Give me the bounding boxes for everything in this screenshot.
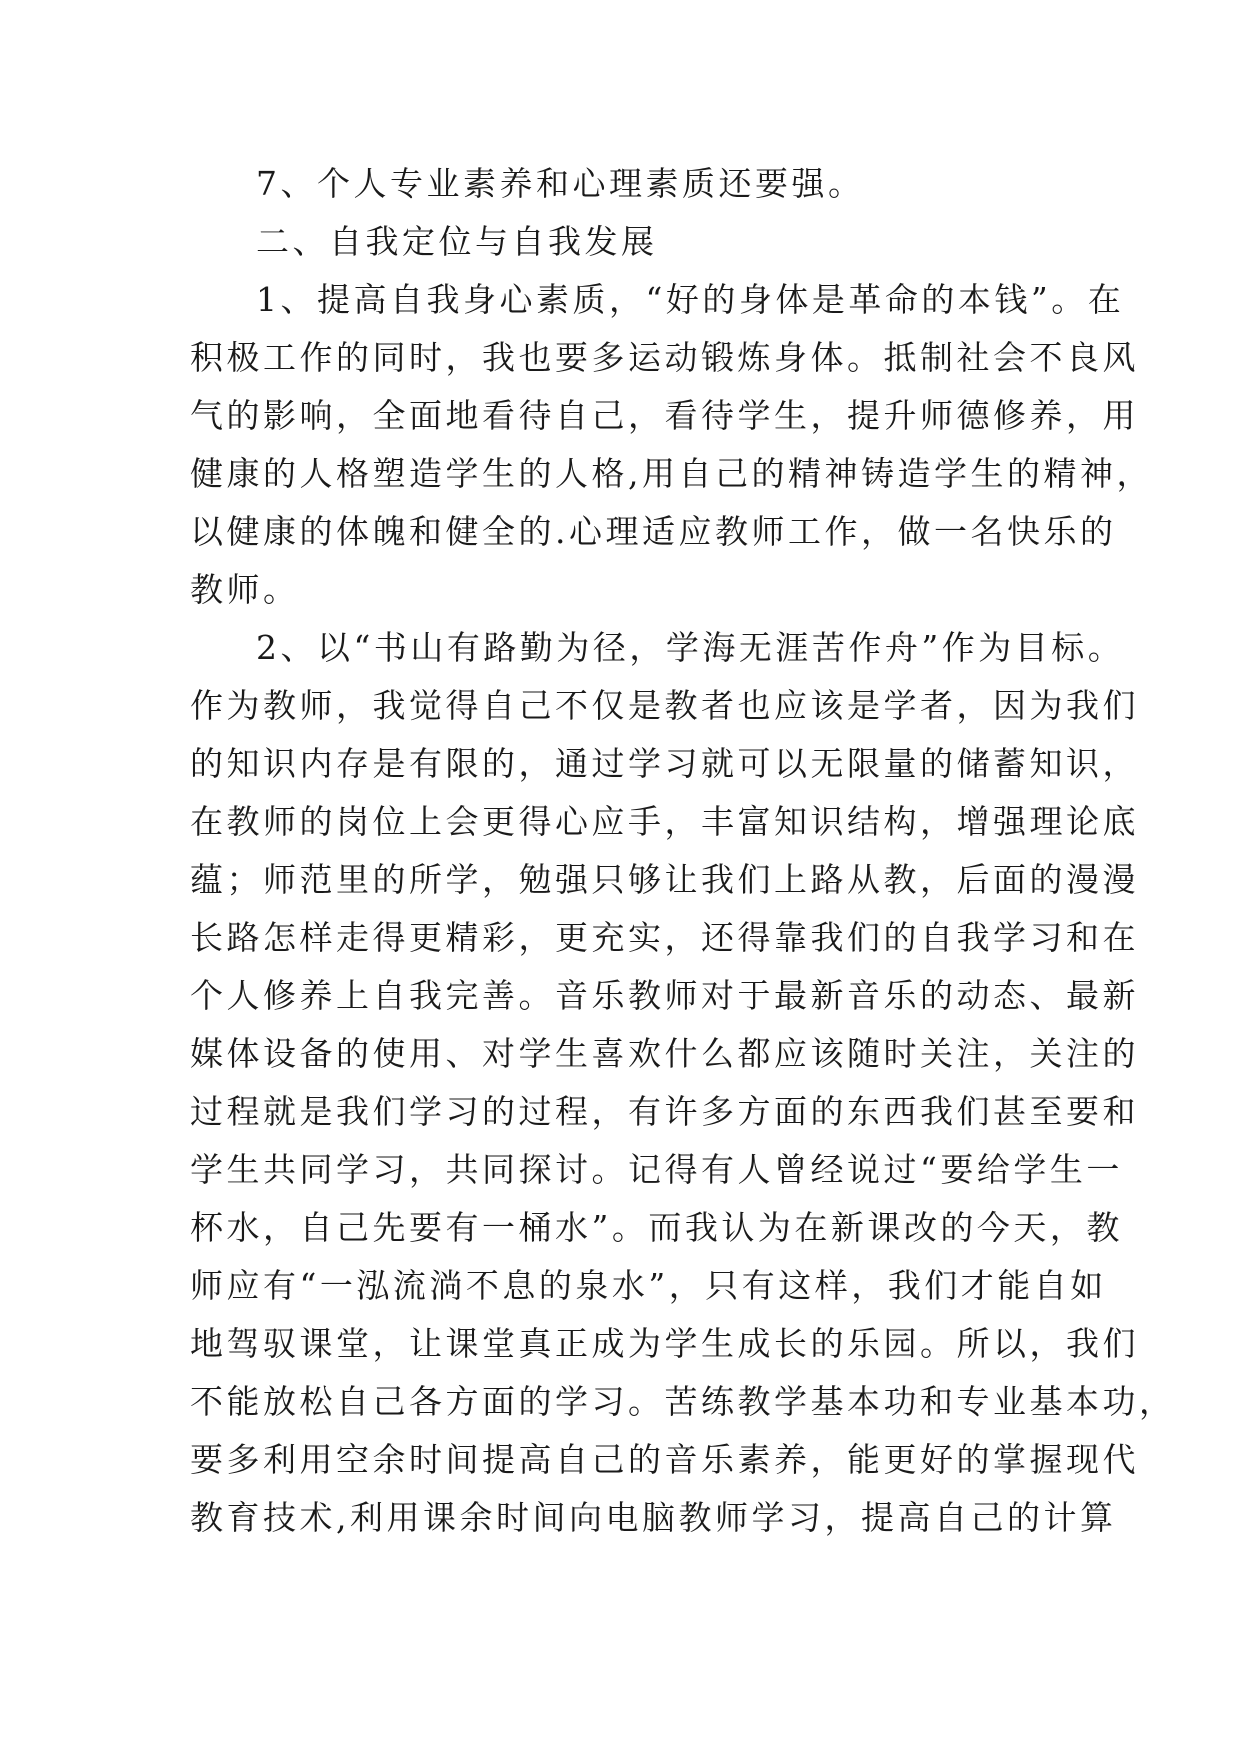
- text-line: 地驾驭课堂，让课堂真正成为学生成长的乐园。所以，我们: [190, 1324, 1139, 1363]
- text-line: 7、个人专业素养和心理素质还要强。: [256, 164, 865, 203]
- text-line: 蕴；师范里的所学，勉强只够让我们上路从教，后面的漫漫: [190, 860, 1139, 899]
- text-line: 杯水，自己先要有一桶水”。而我认为在新课改的今天，教: [190, 1208, 1123, 1247]
- text-line: 长路怎样走得更精彩，更充实，还得靠我们的自我学习和在: [190, 918, 1139, 957]
- text-line: 学生共同学习，共同探讨。记得有人曾经说过“要给学生一: [190, 1150, 1123, 1189]
- text-line: 积极工作的同时，我也要多运动锻炼身体。抵制社会不良风: [190, 338, 1139, 377]
- text-line: 教育技术,利用课余时间向电脑教师学习，提高自己的计算: [190, 1498, 1117, 1537]
- text-line: 1、提高自我身心素质，“好的身体是革命的本钱”。在: [256, 280, 1125, 319]
- text-line: 不能放松自己各方面的学习。苦练教学基本功和专业基本功，: [190, 1382, 1176, 1421]
- text-line: 教师。: [190, 570, 300, 609]
- text-line: 在教师的岗位上会更得心应手，丰富知识结构，增强理论底: [190, 802, 1139, 841]
- text-line: 过程就是我们学习的过程，有许多方面的东西我们甚至要和: [190, 1092, 1139, 1131]
- text-line: 媒体设备的使用、对学生喜欢什么都应该随时关注，关注的: [190, 1034, 1139, 1073]
- document-body: [190, 155, 1176, 1547]
- text-line: 2、以“书山有路勤为径，学海无涯苦作舟”作为目标。: [256, 628, 1125, 667]
- text-line: 作为教师，我觉得自己不仅是教者也应该是学者，因为我们: [190, 686, 1139, 725]
- text-line: 以健康的体魄和健全的.心理适应教师工作，做一名快乐的: [190, 512, 1117, 551]
- text-line: 气的影响，全面地看待自己，看待学生，提升师德修养，用: [190, 396, 1139, 435]
- text-line: 健康的人格塑造学生的人格,用自己的精神铸造学生的精神，: [190, 454, 1153, 493]
- text-line: 师应有“一泓流淌不息的泉水”，只有这样，我们才能自如: [190, 1266, 1107, 1305]
- section-heading: 二、自我定位与自我发展: [256, 222, 658, 261]
- text-line: 个人修养上自我完善。音乐教师对于最新音乐的动态、最新: [190, 976, 1139, 1015]
- text-line: 要多利用空余时间提高自己的音乐素养，能更好的掌握现代: [190, 1440, 1139, 1479]
- text-line: 的知识内存是有限的，通过学习就可以无限量的储蓄知识，: [190, 744, 1139, 783]
